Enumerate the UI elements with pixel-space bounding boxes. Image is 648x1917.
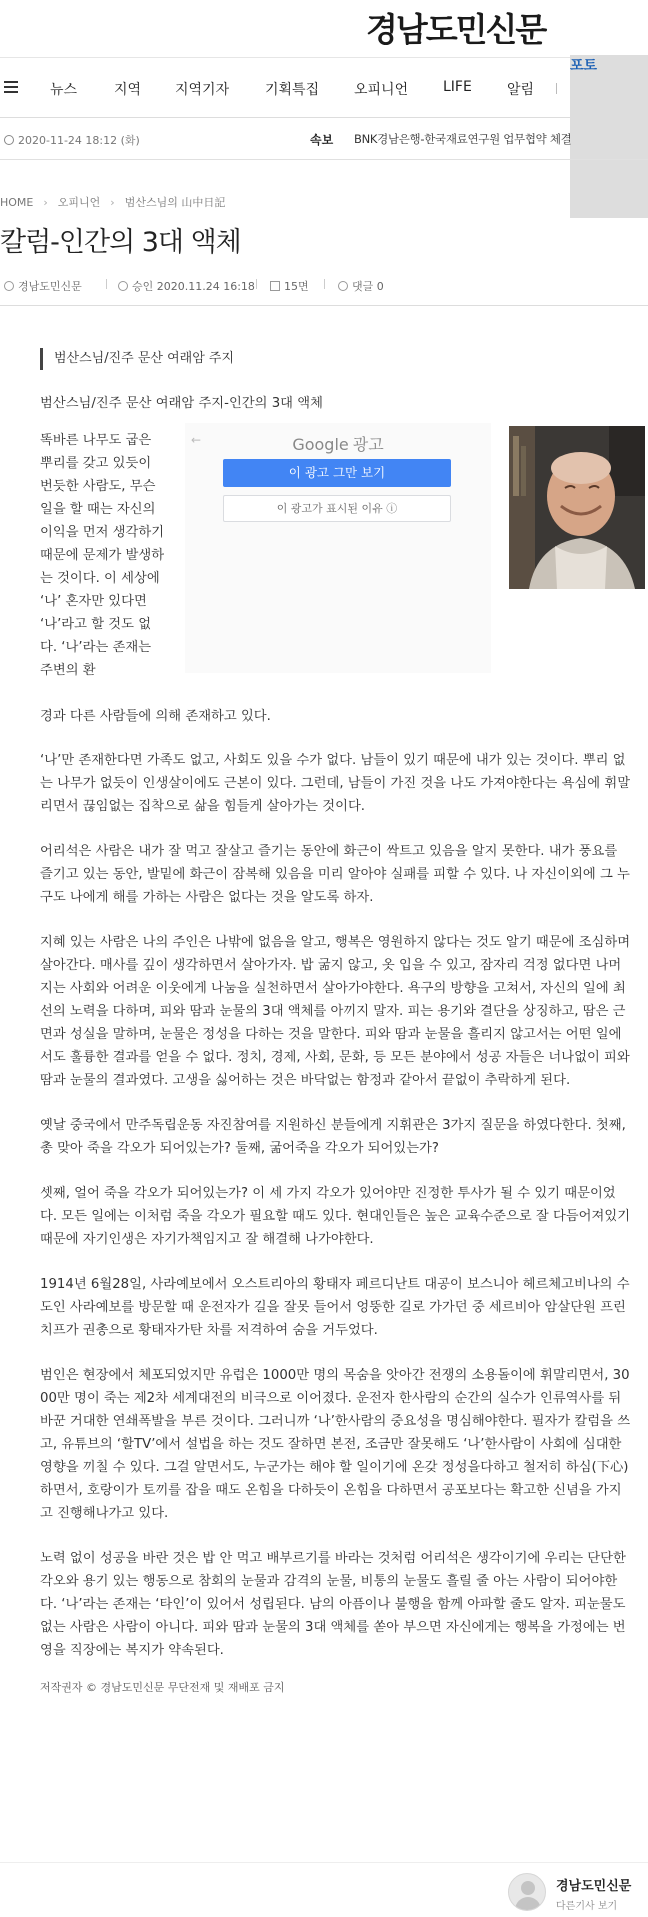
meta-comments[interactable] — [338, 278, 384, 294]
article-paragraph: 범인은 현장에서 체포되었지만 유럽은 1000만 명의 목숨을 앗아간 전쟁의 소용돌이에 휘말리면서, 3000만 명이 죽는 제2차 세계대전의 비극으로 이어졌다. 운전자 한사람의 순간의 실수가 인류역사를 뒤바꾼 거대한 연쇄폭발을 부른 것이다. 그러니까 ‘나’한사람의 중요성을 명심해야한다. 필자가 칼럼을 쓰고, 유튜브의 ‘할TV’에서 설법을 하는 것도 잘하면 본전, 조금만 잘못해도 ‘나’한사람이 사회에 심대한 영향을 끼칠 수 있다. 그걸 알면서도, 누군가는 해야 할 일이기에 온갖 정성을다하고 철저히 하심(下心)하면서, 호랑이가 토끼를 잡을 때도 온힘을 다하듯이 온힘을 다하면서 공포보다는 확고한 신념을 가지고 진행해나가고 있다. — [40, 1368, 631, 1521]
comment-icon — [338, 281, 348, 291]
ad-header — [185, 433, 491, 456]
article-paragraph: 지혜 있는 사람은 나의 주인은 나밖에 없음을 알고, 행복은 영원하지 않다는 것도 알기 때문에 조심하며 살아간다. 매사를 깊이 생각하면서 살아가자. 밥 굶지 않고, 옷 입을 수 있고, 잠자리 걱정 없다면 나머지는 사회와 어려운 이웃에게 나눔을 실천하면서 살아가야한다. 욕구의 방향을 고쳐서, 자신의 일에 최선의 노력을 다하며, 피와 땀과 눈물의 3대 액체를 아끼지 말자. 피는 용기와 결단을 상징하고, 땀은 근면과 성실을 말하며, 눈물은 정성을 다하는 것을 말한다. 피와 땀과 눈물을 흘리지 않고서는 어떤 일에서도 훌륭한 결과를 얻을 수 없다. 정치, 경제, 사회, 문화, 등 모든 분야에서 성공 자들은 너나없이 피와 땀과 눈물의 결과였다. 고생을 싫어하는 것은 바닥없는 함정과 같아서 끝없이 추락하게 된다. — [40, 935, 631, 1088]
article-paragraph: 옛날 중국에서 만주독립운동 자진참여를 지원하신 분들에게 지휘관은 3가지 질문을 하였다한다. 첫째, 총 맞아 죽을 각오가 되어있는가? 둘째, 굶어죽을 각오가 되어있는가? — [40, 1118, 626, 1156]
breadcrumb-series[interactable]: 범산스님의 山中日記 — [124, 196, 226, 209]
comment-count[interactable]: 댓글 0 — [352, 280, 384, 293]
site-logo[interactable]: 경남도민신문 — [366, 10, 546, 49]
nav-item-notice[interactable]: 알림 — [507, 82, 535, 98]
article-paragraph: 어리석은 사람은 내가 잘 먹고 잘살고 즐기는 동안에 화근이 싹트고 있음을 알지 못한다. 내가 풍요를 즐기고 있는 동안, 발밑에 화근이 잠복해 있음을 미리 알아야 실패를 피할 수 있다. 나 자신이외에 그 누구도 나에게 해를 가하는 사람은 없다는 것을 알도록 하자. — [40, 844, 630, 905]
stop-ad-button[interactable]: 이 광고 그만 보기 — [223, 459, 451, 487]
page-number: 15면 — [284, 280, 309, 293]
nav-item-photo[interactable]: 포토 — [570, 55, 648, 218]
page-icon — [270, 281, 280, 291]
author-name: 경남도민신문 — [18, 280, 82, 293]
article-paragraph: 1914년 6월28일, 사라예보에서 오스트리아의 황태자 페르디난트 대공이 보스니아 헤르체고비나의 수도인 사라예보를 방문할 때 운전자가 길을 잘못 들어서 엉뚱한 길로 가가던 중 세르비아 암살단원 프린치프가 권총으로 황태자가탄 차를 저격하여 숨을 거두었다. — [40, 1277, 630, 1338]
author-box — [0, 1862, 648, 1917]
meta-author — [4, 278, 82, 294]
google-ad — [185, 423, 491, 673]
article-lead: 범산스님/진주 문산 여래암 주지-인간의 3대 액체 — [40, 396, 323, 411]
meta-divider — [324, 279, 325, 289]
hamburger-menu-icon[interactable] — [4, 81, 18, 93]
nav-item-news[interactable]: 뉴스 — [50, 82, 78, 98]
current-date — [4, 132, 140, 148]
approved-date: 승인 2020.11.24 16:18 — [132, 280, 255, 293]
breaking-news-label: 속보 — [310, 133, 334, 147]
clock-icon — [118, 281, 128, 291]
meta-page — [270, 278, 309, 294]
nav-divider — [556, 83, 557, 94]
article-body — [40, 392, 632, 1699]
back-arrow-icon[interactable]: ← — [191, 433, 202, 447]
nav-item-special[interactable]: 기획특집 — [265, 82, 320, 98]
article-paragraph-end: 경과 다른 사람들에 의해 존재하고 있다. — [40, 709, 271, 724]
float-area — [40, 429, 632, 749]
why-ad-button[interactable]: 이 광고가 표시된 이유 ⓘ — [223, 495, 451, 522]
article-paragraph: 똑바른 나무도 굽은 뿌리를 갖고 있듯이 번듯한 사람도, 무슨 일을 할 때는 자신의 이익을 먼저 생각하기 때문에 문제가 발생하는 것이다. 이 세상에 ‘나’ 혼자만 있다면 ‘나’라고 할 것도 없다. ‘나’라는 존재는 주변의 환 — [40, 433, 165, 678]
article-paragraph: 노력 없이 성공을 바란 것은 밥 안 먹고 배부르기를 바라는 것처럼 어리석은 생각이기에 우리는 단단한 각오와 용기 있는 행동으로 참회의 눈물과 감격의 눈물, 비통의 눈물도 흘릴 줄 아는 사람이 되어야한다. ‘나’라는 존재는 ‘타인’이 있어서 성립된다. 남의 아픔이나 불행을 함께 아파할 줄도 알자. 피눈물도 없는 사람은 사람이 아니다. 피와 땀과 눈물의 3대 액체를 쏟아 부으면 자신에게는 행복을 가정에는 번영을 직장에는 복지가 약속된다. — [40, 1551, 626, 1658]
nav-item-opinion[interactable]: 오피니언 — [354, 82, 409, 98]
user-icon — [4, 281, 14, 291]
breadcrumb-opinion[interactable]: 오피니언 — [57, 196, 101, 209]
nav-item-region-reporter[interactable]: 지역기자 — [175, 82, 230, 98]
meta-divider — [106, 279, 107, 289]
clock-icon — [4, 135, 14, 145]
breadcrumb-home[interactable]: HOME — [0, 196, 34, 209]
meta-approved — [118, 278, 255, 294]
article-title: 칼럼-인간의 3대 액체 — [0, 227, 241, 258]
ad-label: 광고 — [352, 435, 384, 454]
logo-bar — [0, 0, 648, 58]
chevron-right-icon: › — [110, 196, 115, 209]
nav-item-region[interactable]: 지역 — [114, 82, 142, 98]
google-brand: Google — [292, 435, 349, 454]
main-nav — [0, 58, 648, 118]
divider — [0, 305, 648, 306]
nav-item-life[interactable]: LIFE — [443, 79, 472, 95]
chevron-right-icon: › — [43, 196, 48, 209]
author-box-name: 경남도민신문 — [556, 1879, 632, 1894]
meta-divider — [256, 279, 257, 289]
info-bar — [0, 118, 648, 160]
article-byline: 범산스님/진주 문산 여래암 주지 — [40, 348, 234, 370]
author-photo — [509, 426, 645, 589]
article-paragraph: ‘나’만 존재한다면 가족도 없고, 사회도 있을 수가 없다. 남들이 있기 때문에 내가 있는 것이다. 뿌리 없는 나무가 없듯이 인생살이에도 근본이 있다. 그런데, 남들이 가진 것을 나도 가져야한다는 욕심에 휘말리면서 끊임없는 집착으로 삶을 힘들게 살아가는 것이다. — [40, 753, 631, 814]
article-paragraph: 셋째, 얼어 죽을 각오가 되어있는가? 이 세 가지 각오가 있어야만 진정한 투사가 될 수 있기 때문이었다. 모든 일에는 이처럼 죽을 각오가 필요할 때도 있다. 현대인들은 높은 교육수준으로 잘 다듬어져있기 때문에 자기인생은 자기가책임지고 잘 해결해 나가야한다. — [40, 1186, 631, 1247]
date-text: 2020-11-24 18:12 (화) — [18, 134, 140, 147]
avatar-icon — [508, 1873, 546, 1911]
copyright-notice: 저작권자 © 경남도민신문 무단전재 및 재배포 금지 — [40, 1681, 285, 1694]
more-articles-link[interactable]: 다른기사 보기 — [556, 1901, 618, 1912]
breaking-news-link[interactable]: BNK경남은행-한국재료연구원 업무협약 체결 — [354, 132, 572, 146]
breadcrumb — [0, 194, 231, 210]
